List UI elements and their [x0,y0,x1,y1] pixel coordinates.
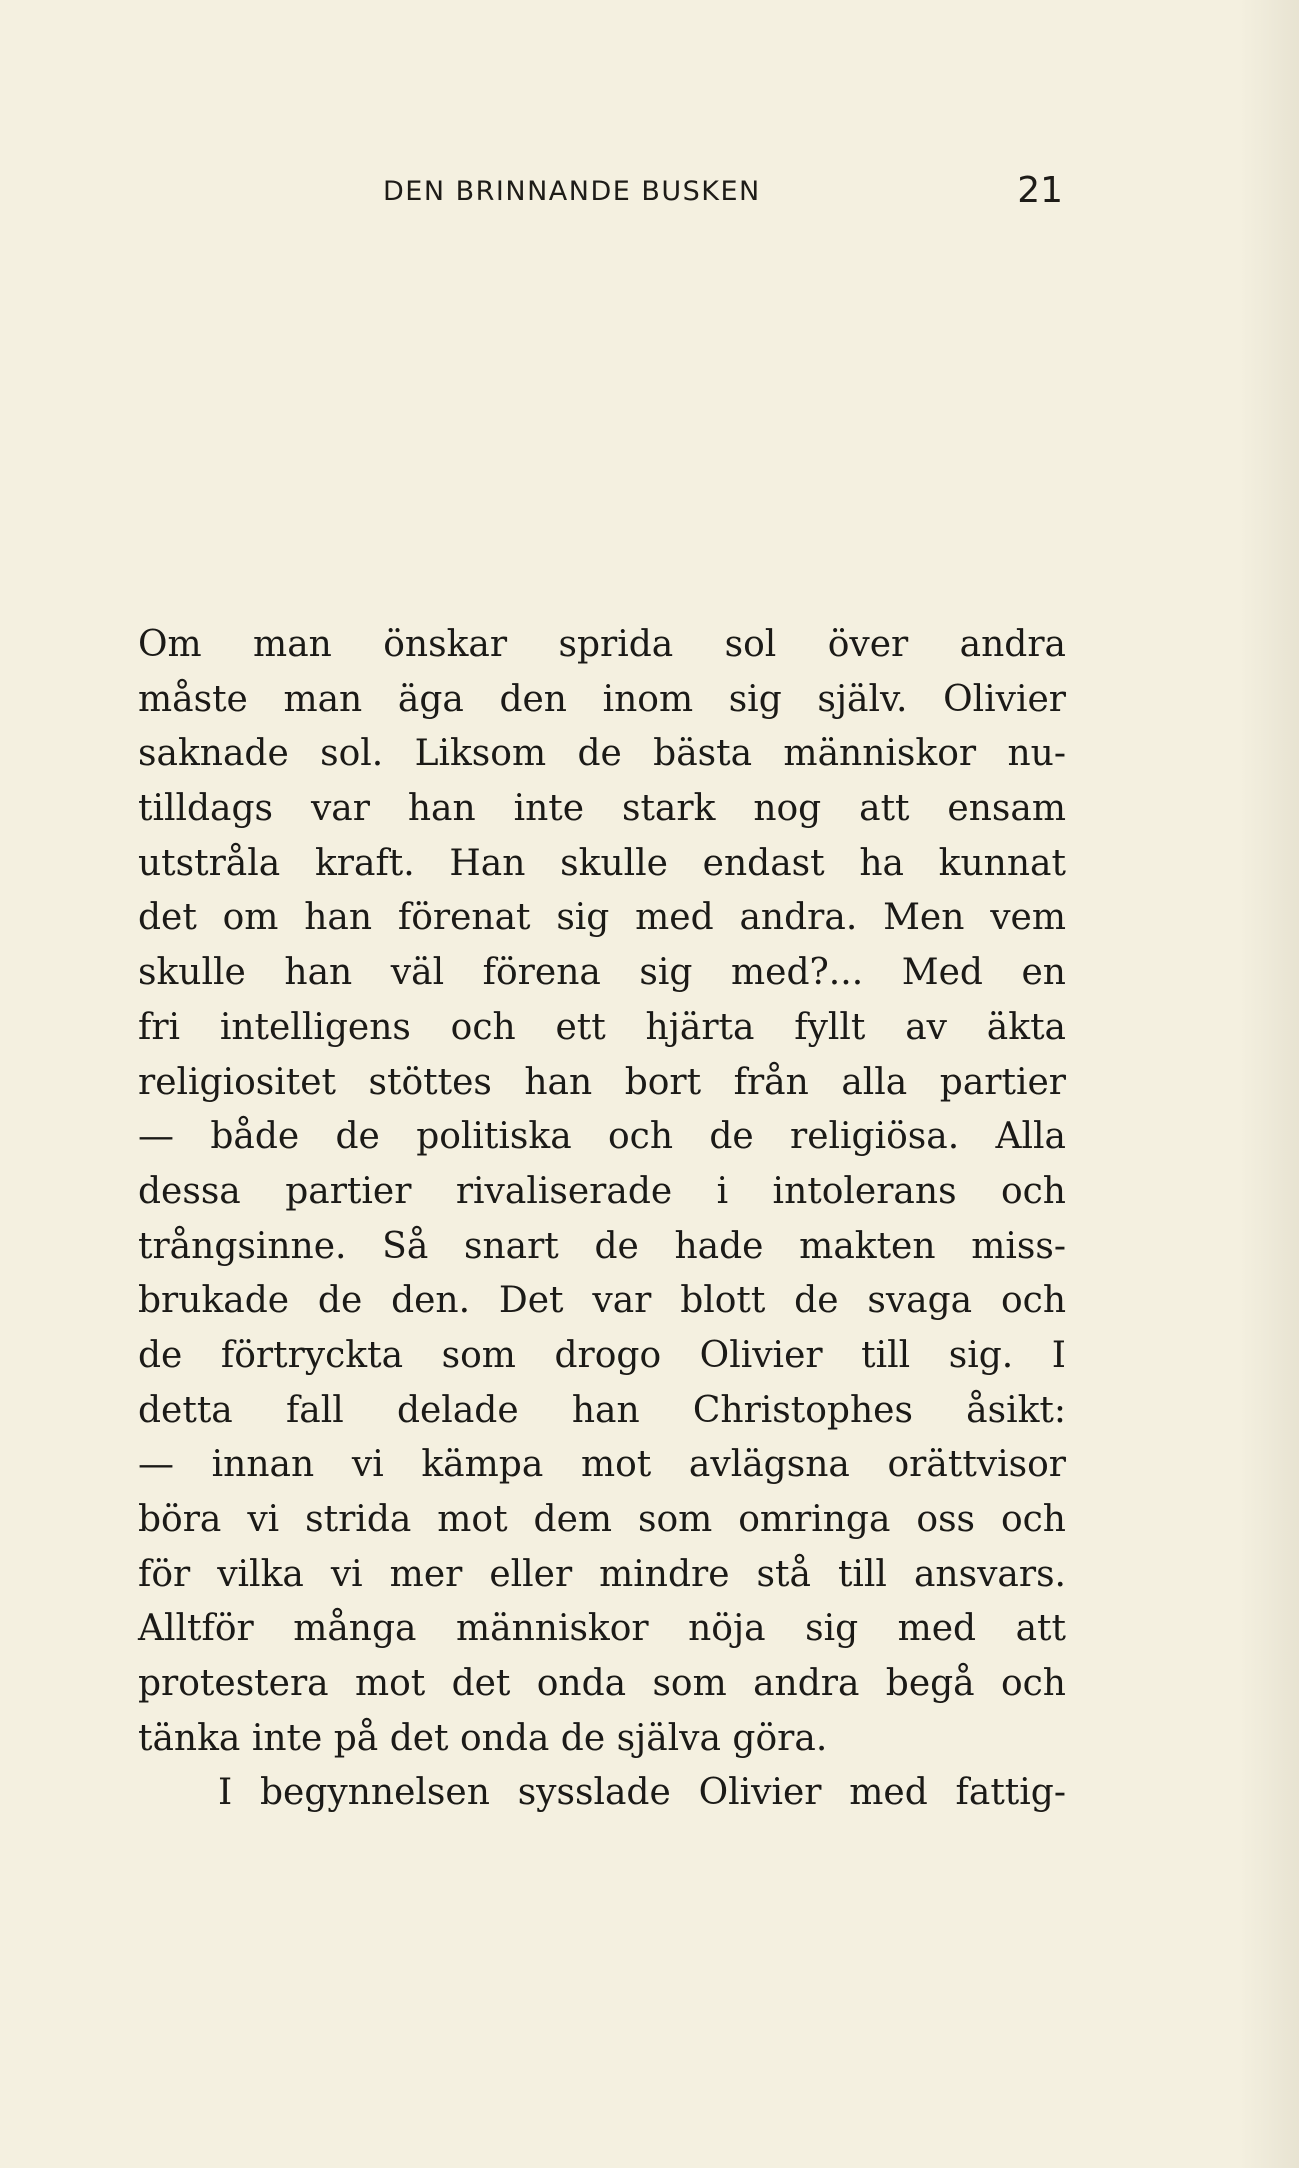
text-line: utstråla kraft. Han skulle endast ha kunnat [138,842,1066,884]
text-line: trångsinne. Så snart de hade makten miss- [138,1225,1066,1267]
text-line: religiositet stöttes han bort från alla partier [138,1061,1066,1103]
text-line: — innan vi kämpa mot avlägsna orättvisor [138,1444,1066,1486]
text-line: det om han förenat sig med andra. Men vem [138,897,1066,939]
text-line: brukade de den. Det var blott de svaga och [138,1280,1066,1322]
text-line: måste man äga den inom sig själv. Olivier [138,678,1066,720]
page-number: 21 [1017,170,1063,211]
text-line: Alltför många människor nöja sig med att [138,1608,1066,1650]
text-line: tilldags var han inte stark nog att ensam [138,788,1066,830]
text-line: protestera mot det onda som andra begå och [138,1663,1066,1705]
text-line: fri intelligens och ett hjärta fyllt av äkta [138,1006,1066,1048]
text-line: tänka inte på det onda de själva göra. [138,1717,828,1759]
text-line: för vilka vi mer eller mindre stå till ansvars. [138,1553,1066,1595]
text-line: I begynnelsen sysslade Olivier med fattig- [218,1772,1066,1814]
text-line: skulle han väl förena sig med?... Med en [138,952,1066,994]
text-line: detta fall delade han Christophes åsikt: [138,1389,1066,1431]
body-text [138,618,1066,1821]
text-line: dessa partier rivaliserade i intolerans och [138,1170,1066,1212]
text-line: de förtryckta som drogo Olivier till sig. I [138,1334,1066,1376]
page-edge-shadow [1239,0,1299,2168]
text-line: saknade sol. Liksom de bästa människor nu- [138,733,1066,775]
text-line: böra vi strida mot dem som omringa oss och [138,1499,1066,1540]
text-line: — både de politiska och de religiösa. Alla [138,1116,1066,1158]
running-head [383,170,1063,220]
text-line: Om man önskar sprida sol över andra [138,624,1066,665]
running-title: DEN BRINNANDE BUSKEN [383,176,761,207]
